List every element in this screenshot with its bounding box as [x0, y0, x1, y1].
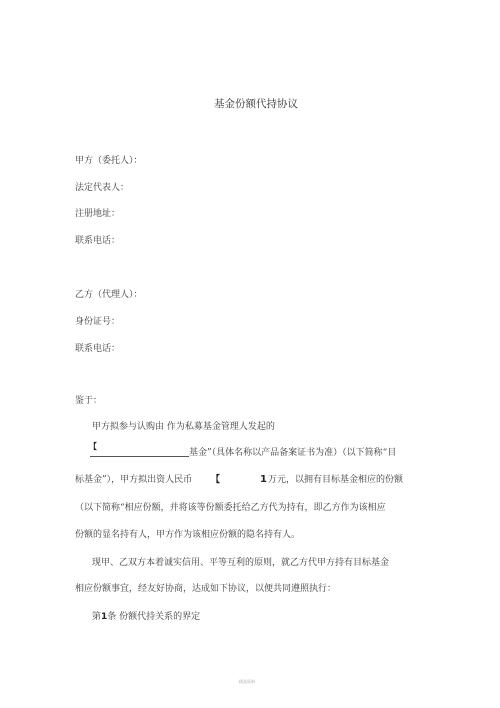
paragraph-1-line-4: （以下简称“相应份额，并将该等份额委托给乙方代为持有，即乙方作为该相应	[75, 503, 386, 513]
page-footer: 精品资料	[239, 679, 255, 684]
paragraph-1-line-3b: 万元，以拥有目标基金相应的份额	[268, 475, 404, 485]
paragraph-2-line-2: 相应份额事宜，经友好协商，达成如下协议，以便共同遵照执行：	[75, 584, 337, 594]
paragraph-1-line-2: 基金”（具体名称以产品备案证书为准）（以下简称“目	[189, 448, 397, 458]
party-a-address: 注册地址：	[75, 209, 121, 219]
article-1-number: 1	[101, 612, 108, 622]
party-a-representative: 法定代表人：	[75, 183, 130, 193]
party-b-id-number: 身份证号：	[75, 317, 121, 327]
paragraph-1-line-5: 份额的显名持有人，甲方作为该相应份额的隐名持有人。	[75, 530, 301, 540]
whereas-label: 鉴于：	[75, 396, 103, 406]
party-b-phone: 联系电话：	[75, 344, 121, 354]
article-1-title: 条 份额代持关系的界定	[107, 612, 201, 622]
paragraph-2-line-1: 现甲、乙双方本着诚实信用、平等互利的原则，就乙方代甲方持有目标基金	[92, 558, 390, 568]
party-a-phone: 联系电话：	[75, 236, 121, 246]
paragraph-1-line-3a: 标基金”），甲方拟出资人民币	[75, 475, 193, 485]
amount-number: 1	[260, 474, 267, 485]
amount-bracket: 【	[211, 475, 221, 485]
fund-name-blank	[90, 456, 189, 457]
party-b-label: 乙方（代理人）：	[75, 290, 143, 300]
party-a-label: 甲方（委托人）：	[75, 156, 143, 166]
paragraph-1-line-1: 甲方拟参与认购由 作为私募基金管理人发起的	[92, 422, 275, 432]
document-title: 基金份额代持协议	[214, 98, 298, 110]
article-1-heading	[92, 611, 200, 623]
fund-name-bracket: 【	[89, 442, 97, 451]
article-1-prefix: 第	[92, 612, 102, 622]
